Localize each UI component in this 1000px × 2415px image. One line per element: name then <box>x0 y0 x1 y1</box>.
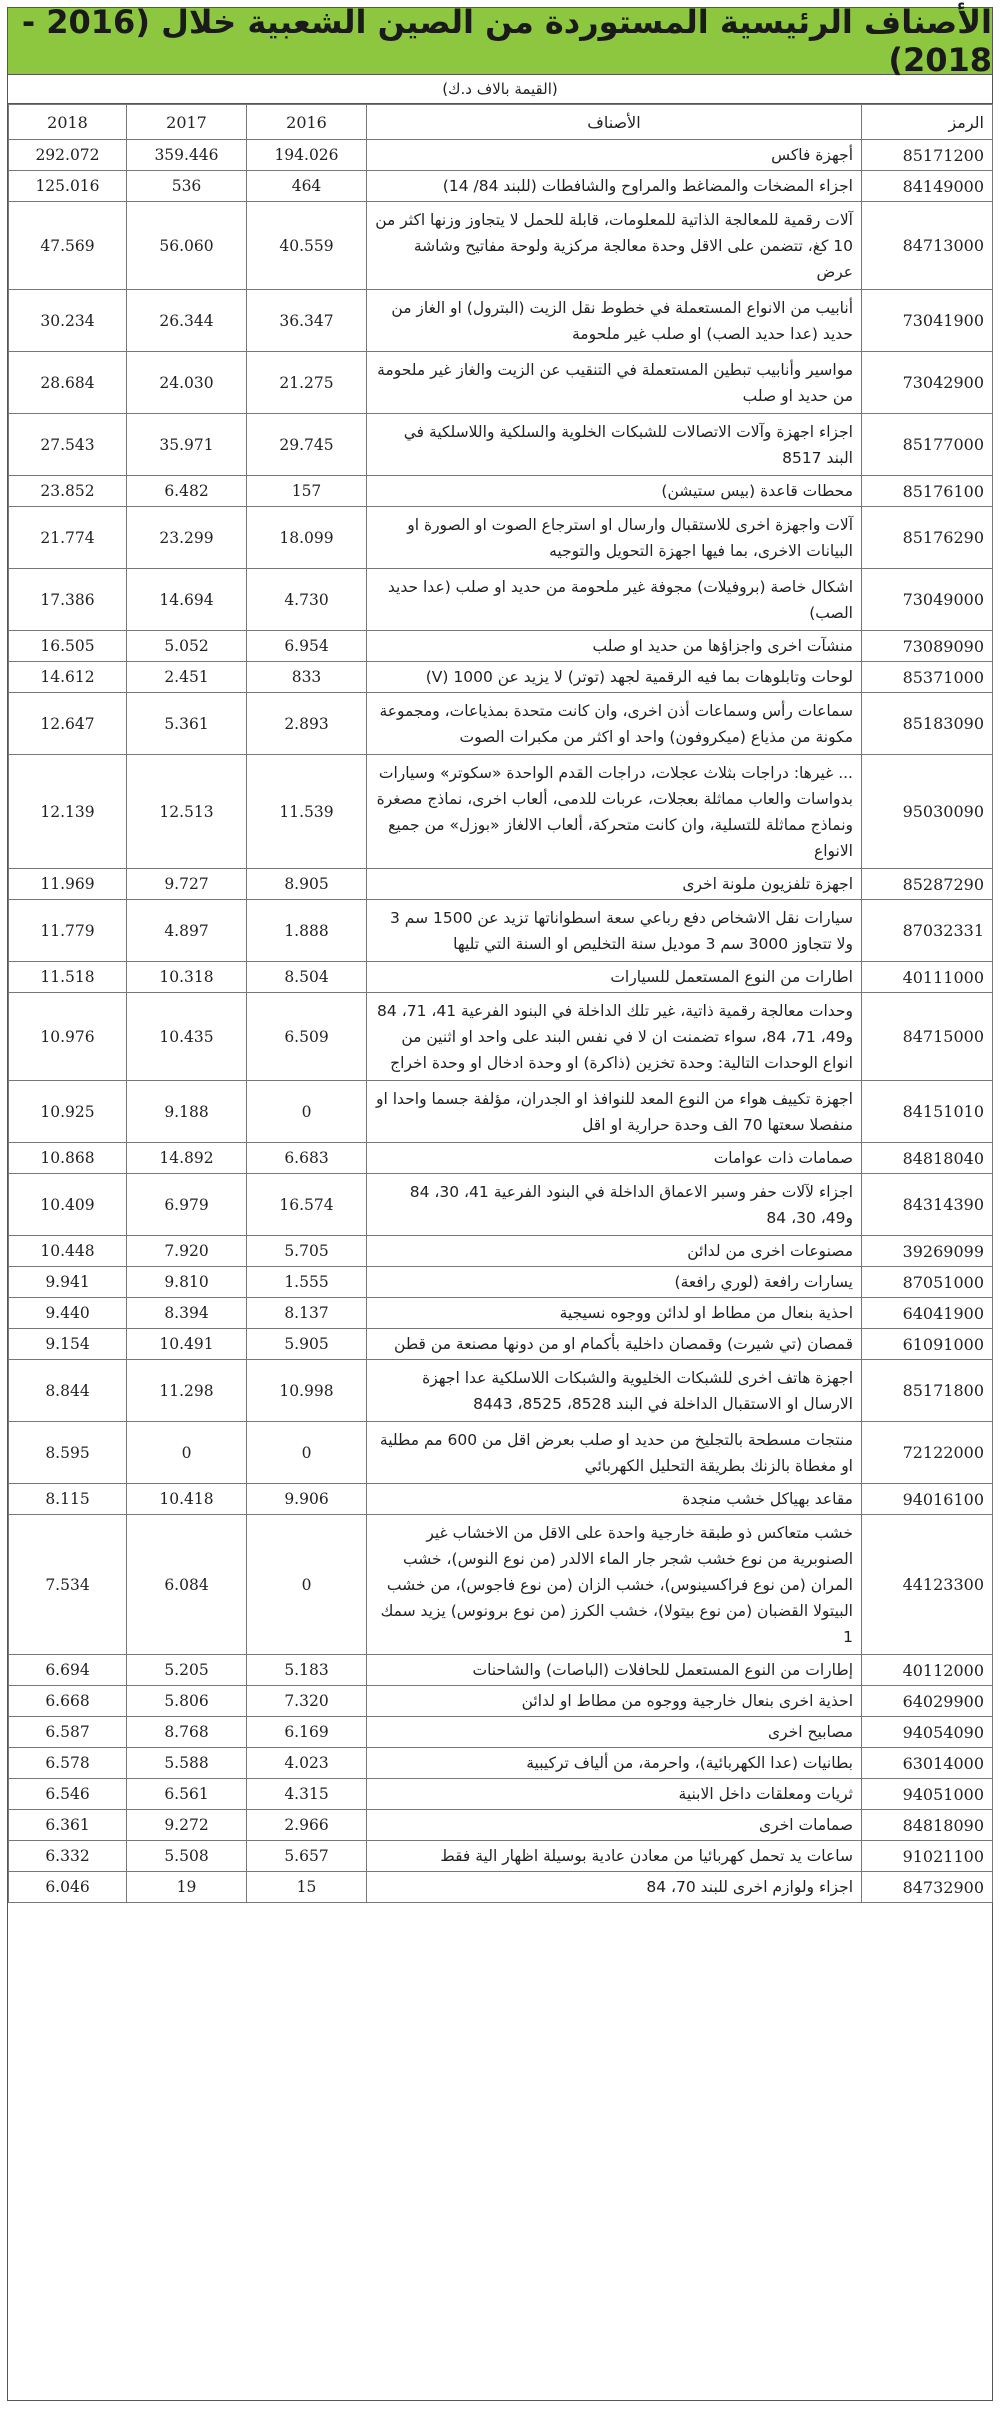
value-2018-cell: 10.448 <box>9 1236 127 1267</box>
value-2018-cell: 6.587 <box>9 1717 127 1748</box>
value-2016-cell: 157 <box>247 476 367 507</box>
hs-code-cell: 85177000 <box>862 414 993 476</box>
value-2017-cell: 7.920 <box>127 1236 247 1267</box>
value-2018-cell: 10.925 <box>9 1081 127 1143</box>
item-description-cell: آلات واجهزة اخرى للاستقبال وارسال او استرجاع الصوت او الصورة او البيانات الاخرى، بما فيها اجهزة التحويل والتوجيه <box>367 507 862 569</box>
item-description-cell: اجزاء لآلات حفر وسبر الاعماق الداخلة في البنود الفرعية 41، 30، 84 و49، 30، 84 <box>367 1174 862 1236</box>
value-2016-cell: 464 <box>247 171 367 202</box>
value-2016-cell: 16.574 <box>247 1174 367 1236</box>
table-row <box>9 1515 993 1655</box>
item-description-cell: محطات قاعدة (بيس ستيشن) <box>367 476 862 507</box>
header-2018: 2018 <box>9 105 127 140</box>
value-2017-cell: 9.272 <box>127 1810 247 1841</box>
hs-code-cell: 84732900 <box>862 1872 993 1903</box>
table-row <box>9 140 993 171</box>
table-row <box>9 1872 993 1903</box>
value-2018-cell: 6.332 <box>9 1841 127 1872</box>
value-2016-cell: 1.888 <box>247 900 367 962</box>
table-row <box>9 1298 993 1329</box>
item-description-cell: قمصان (تي شيرت) وقمصان داخلية بأكمام او من دونها مصنعة من قطن <box>367 1329 862 1360</box>
value-2017-cell: 5.361 <box>127 693 247 755</box>
item-description-cell: أنابيب من الانواع المستعملة في خطوط نقل الزيت (البترول) او الغاز من حديد (عدا حديد الصب) او صلب غير ملحومة <box>367 290 862 352</box>
value-2017-cell: 24.030 <box>127 352 247 414</box>
hs-code-cell: 85176290 <box>862 507 993 569</box>
value-2016-cell: 194.026 <box>247 140 367 171</box>
table-row <box>9 290 993 352</box>
value-2017-cell: 8.394 <box>127 1298 247 1329</box>
item-description-cell: اجهزة هاتف اخرى للشبكات الخليوية والشبكات اللاسلكية عدا اجهزة الارسال او الاستقبال الداخلة في البند 8528، 8525، 8443 <box>367 1360 862 1422</box>
value-2016-cell: 0 <box>247 1422 367 1484</box>
hs-code-cell: 73042900 <box>862 352 993 414</box>
value-2017-cell: 14.892 <box>127 1143 247 1174</box>
value-2016-cell: 5.705 <box>247 1236 367 1267</box>
value-2018-cell: 11.779 <box>9 900 127 962</box>
hs-code-cell: 85171200 <box>862 140 993 171</box>
value-2017-cell: 4.897 <box>127 900 247 962</box>
item-description-cell: ... غيرها: دراجات بثلاث عجلات، دراجات القدم الواحدة «سكوتر» وسيارات بدواسات والعاب مماثلة بعجلات، عربات للدمى، ألعاب اخرى، نماذج مصغرة ونماذج مماثلة للتسلية، وان كانت متحركة، ألعاب الالغاز «بوزل» من جميع الانواع <box>367 755 862 869</box>
item-description-cell: ساعات يد تحمل كهربائيا من معادن عادية بوسيلة اظهار الية فقط <box>367 1841 862 1872</box>
item-description-cell: منشآت اخرى واجزاؤها من حديد او صلب <box>367 631 862 662</box>
value-2018-cell: 28.684 <box>9 352 127 414</box>
item-description-cell: منتجات مسطحة بالتجليخ من حديد او صلب بعرض اقل من 600 مم مطلية او مغطاة بالزنك بطريقة التحليل الكهربائي <box>367 1422 862 1484</box>
table-row <box>9 1779 993 1810</box>
table-row <box>9 693 993 755</box>
value-2018-cell: 9.440 <box>9 1298 127 1329</box>
hs-code-cell: 85183090 <box>862 693 993 755</box>
item-description-cell: اجزاء المضخات والمضاغط والمراوح والشافطات (للبند 84/ 14) <box>367 171 862 202</box>
value-2017-cell: 56.060 <box>127 202 247 290</box>
hs-code-cell: 85287290 <box>862 869 993 900</box>
table-row <box>9 1484 993 1515</box>
value-2016-cell: 2.893 <box>247 693 367 755</box>
hs-code-cell: 84151010 <box>862 1081 993 1143</box>
value-2018-cell: 12.647 <box>9 693 127 755</box>
value-2016-cell: 4.315 <box>247 1779 367 1810</box>
hs-code-cell: 91021100 <box>862 1841 993 1872</box>
header-items: الأصناف <box>367 105 862 140</box>
table-header-row <box>9 105 993 140</box>
hs-code-cell: 73049000 <box>862 569 993 631</box>
value-2018-cell: 292.072 <box>9 140 127 171</box>
hs-code-cell: 64041900 <box>862 1298 993 1329</box>
value-2017-cell: 2.451 <box>127 662 247 693</box>
value-2017-cell: 5.508 <box>127 1841 247 1872</box>
table-row <box>9 476 993 507</box>
table-row <box>9 1810 993 1841</box>
value-2018-cell: 12.139 <box>9 755 127 869</box>
value-2018-cell: 21.774 <box>9 507 127 569</box>
value-2017-cell: 10.491 <box>127 1329 247 1360</box>
value-2018-cell: 17.386 <box>9 569 127 631</box>
value-unit-note: (القيمة بالاف د.ك) <box>8 75 992 104</box>
value-2016-cell: 833 <box>247 662 367 693</box>
value-2017-cell: 35.971 <box>127 414 247 476</box>
hs-code-cell: 87051000 <box>862 1267 993 1298</box>
table-row <box>9 631 993 662</box>
item-description-cell: مقاعد بهياكل خشب منجدة <box>367 1484 862 1515</box>
hs-code-cell: 85371000 <box>862 662 993 693</box>
hs-code-cell: 94054090 <box>862 1717 993 1748</box>
value-2016-cell: 1.555 <box>247 1267 367 1298</box>
value-2016-cell: 5.183 <box>247 1655 367 1686</box>
hs-code-cell: 85176100 <box>862 476 993 507</box>
value-2016-cell: 29.745 <box>247 414 367 476</box>
item-description-cell: مصابيح اخرى <box>367 1717 862 1748</box>
table-row <box>9 962 993 993</box>
value-2018-cell: 10.409 <box>9 1174 127 1236</box>
hs-code-cell: 84818040 <box>862 1143 993 1174</box>
header-code: الرمز <box>862 105 993 140</box>
item-description-cell: وحدات معالجة رقمية ذاتية، غير تلك الداخلة في البنود الفرعية 41، 71، 84 و49، 71، 84، سواء تضمنت ان لا في نفس البند على واحد او اثنين من انواع الوحدات التالية: وحدة تخزين (ذاكرة) او وحدة ادخال او وحدة اخراج <box>367 993 862 1081</box>
table-row <box>9 869 993 900</box>
item-description-cell: لوحات وتابلوهات بما فيه الرقمية لجهد (توتر) لا يزيد عن 1000 (V) <box>367 662 862 693</box>
hs-code-cell: 72122000 <box>862 1422 993 1484</box>
value-2018-cell: 6.546 <box>9 1779 127 1810</box>
hs-code-cell: 73089090 <box>862 631 993 662</box>
table-row <box>9 1686 993 1717</box>
value-2018-cell: 14.612 <box>9 662 127 693</box>
value-2018-cell: 16.505 <box>9 631 127 662</box>
value-2016-cell: 2.966 <box>247 1810 367 1841</box>
table-row <box>9 1422 993 1484</box>
item-description-cell: اجهزة تكييف هواء من النوع المعد للنوافذ او الجدران، مؤلفة جسما واحدا او منفصلا سعتها 70 الف وحدة حرارية او اقل <box>367 1081 862 1143</box>
value-2018-cell: 30.234 <box>9 290 127 352</box>
value-2016-cell: 7.320 <box>247 1686 367 1717</box>
item-description-cell: اجزاء ولوازم اخرى للبند 70، 84 <box>367 1872 862 1903</box>
value-2017-cell: 0 <box>127 1422 247 1484</box>
hs-code-cell: 64029900 <box>862 1686 993 1717</box>
item-description-cell: سماعات رأس وسماعات أذن اخرى، وان كانت متحدة بمذياعات، ومجموعة مكونة من مذياع (ميكروفون) واحد او اكثر من مكبرات الصوت <box>367 693 862 755</box>
value-2018-cell: 8.115 <box>9 1484 127 1515</box>
item-description-cell: ثريات ومعلقات داخل الابنية <box>367 1779 862 1810</box>
item-description-cell: احذية اخرى بنعال خارجية ووجوه من مطاط او لدائن <box>367 1686 862 1717</box>
value-2016-cell: 5.905 <box>247 1329 367 1360</box>
header-2016: 2016 <box>247 105 367 140</box>
value-2018-cell: 6.361 <box>9 1810 127 1841</box>
hs-code-cell: 39269099 <box>862 1236 993 1267</box>
value-2017-cell: 14.694 <box>127 569 247 631</box>
value-2018-cell: 6.046 <box>9 1872 127 1903</box>
value-2016-cell: 18.099 <box>247 507 367 569</box>
table-row <box>9 662 993 693</box>
hs-code-cell: 84715000 <box>862 993 993 1081</box>
value-2018-cell: 47.569 <box>9 202 127 290</box>
table-row <box>9 900 993 962</box>
value-2016-cell: 8.504 <box>247 962 367 993</box>
item-description-cell: مصنوعات اخرى من لدائن <box>367 1236 862 1267</box>
hs-code-cell: 73041900 <box>862 290 993 352</box>
item-description-cell: اجهزة تلفزيون ملونة اخرى <box>367 869 862 900</box>
value-2017-cell: 5.588 <box>127 1748 247 1779</box>
value-2017-cell: 6.084 <box>127 1515 247 1655</box>
value-2018-cell: 27.543 <box>9 414 127 476</box>
value-2016-cell: 6.954 <box>247 631 367 662</box>
hs-code-cell: 94051000 <box>862 1779 993 1810</box>
table-row <box>9 1360 993 1422</box>
value-2017-cell: 536 <box>127 171 247 202</box>
item-description-cell: صمامات اخرى <box>367 1810 862 1841</box>
item-description-cell: يسارات رافعة (لوري رافعة) <box>367 1267 862 1298</box>
item-description-cell: أجهزة فاكس <box>367 140 862 171</box>
value-2017-cell: 5.052 <box>127 631 247 662</box>
hs-code-cell: 87032331 <box>862 900 993 962</box>
table-row <box>9 202 993 290</box>
value-2018-cell: 6.694 <box>9 1655 127 1686</box>
table-row <box>9 507 993 569</box>
value-2016-cell: 4.730 <box>247 569 367 631</box>
value-2017-cell: 9.810 <box>127 1267 247 1298</box>
value-2016-cell: 36.347 <box>247 290 367 352</box>
value-2017-cell: 10.418 <box>127 1484 247 1515</box>
hs-code-cell: 95030090 <box>862 755 993 869</box>
value-2018-cell: 10.976 <box>9 993 127 1081</box>
imports-table <box>8 104 993 1903</box>
value-2016-cell: 6.683 <box>247 1143 367 1174</box>
hs-code-cell: 84713000 <box>862 202 993 290</box>
table-row <box>9 414 993 476</box>
item-description-cell: اشكال خاصة (بروفيلات) مجوفة غير ملحومة من حديد او صلب (عدا حديد الصب) <box>367 569 862 631</box>
value-2017-cell: 11.298 <box>127 1360 247 1422</box>
value-2017-cell: 6.482 <box>127 476 247 507</box>
value-2018-cell: 8.595 <box>9 1422 127 1484</box>
value-2018-cell: 7.534 <box>9 1515 127 1655</box>
hs-code-cell: 40112000 <box>862 1655 993 1686</box>
table-row <box>9 1717 993 1748</box>
value-2018-cell: 6.578 <box>9 1748 127 1779</box>
value-2017-cell: 10.318 <box>127 962 247 993</box>
hs-code-cell: 40111000 <box>862 962 993 993</box>
hs-code-cell: 44123300 <box>862 1515 993 1655</box>
value-2016-cell: 21.275 <box>247 352 367 414</box>
item-description-cell: اطارات من النوع المستعمل للسيارات <box>367 962 862 993</box>
hs-code-cell: 84149000 <box>862 171 993 202</box>
value-2016-cell: 11.539 <box>247 755 367 869</box>
item-description-cell: اجزاء اجهزة وآلات الاتصالات للشبكات الخلوية والسلكية واللاسلكية في البند 8517 <box>367 414 862 476</box>
table-row <box>9 569 993 631</box>
table-row <box>9 1174 993 1236</box>
hs-code-cell: 84314390 <box>862 1174 993 1236</box>
value-2016-cell: 9.906 <box>247 1484 367 1515</box>
value-2017-cell: 10.435 <box>127 993 247 1081</box>
value-2017-cell: 5.806 <box>127 1686 247 1717</box>
table-row <box>9 1143 993 1174</box>
item-description-cell: خشب متعاكس ذو طبقة خارجية واحدة على الاقل من الاخشاب غير الصنوبرية من نوع خشب شجر جار الماء الالدر (من نوع النوس)، خشب المران (من نوع فراكسينوس)، خشب الزان (من نوع فاجوس)، من خشب البيتولا القضبان (من نوع بيتولا)، خشب الكرز (من نوع برونوس) يزيد سمك 1 <box>367 1515 862 1655</box>
value-2016-cell: 40.559 <box>247 202 367 290</box>
hs-code-cell: 85171800 <box>862 1360 993 1422</box>
table-row <box>9 993 993 1081</box>
table-row <box>9 1081 993 1143</box>
document-page <box>7 3 993 2401</box>
value-2016-cell: 8.905 <box>247 869 367 900</box>
value-2018-cell: 9.941 <box>9 1267 127 1298</box>
item-description-cell: مواسير وأنابيب تبطين المستعملة في التنقيب عن الزيت والغاز غير ملحومة من حديد او صلب <box>367 352 862 414</box>
value-2018-cell: 11.969 <box>9 869 127 900</box>
table-row <box>9 1655 993 1686</box>
value-2018-cell: 125.016 <box>9 171 127 202</box>
value-2016-cell: 10.998 <box>247 1360 367 1422</box>
value-2016-cell: 0 <box>247 1515 367 1655</box>
value-2016-cell: 4.023 <box>247 1748 367 1779</box>
item-description-cell: سيارات نقل الاشخاص دفع رباعي سعة اسطواناتها تزيد عن 1500 سم 3 ولا تتجاوز 3000 سم 3 موديل سنة التخليص او السنة التي تليها <box>367 900 862 962</box>
item-description-cell: بطانيات (عدا الكهربائية)، واحرمة، من ألياف تركيبية <box>367 1748 862 1779</box>
table-row <box>9 171 993 202</box>
value-2017-cell: 9.727 <box>127 869 247 900</box>
value-2018-cell: 11.518 <box>9 962 127 993</box>
value-2017-cell: 6.561 <box>127 1779 247 1810</box>
value-2017-cell: 26.344 <box>127 290 247 352</box>
value-2017-cell: 6.979 <box>127 1174 247 1236</box>
hs-code-cell: 61091000 <box>862 1329 993 1360</box>
value-2016-cell: 6.169 <box>247 1717 367 1748</box>
table-row <box>9 755 993 869</box>
table-row <box>9 1267 993 1298</box>
value-2016-cell: 15 <box>247 1872 367 1903</box>
header-2017: 2017 <box>127 105 247 140</box>
value-2017-cell: 9.188 <box>127 1081 247 1143</box>
hs-code-cell: 94016100 <box>862 1484 993 1515</box>
value-2016-cell: 8.137 <box>247 1298 367 1329</box>
item-description-cell: احذية بنعال من مطاط او لدائن ووجوه نسيجية <box>367 1298 862 1329</box>
page-title: الأصناف الرئيسية المستوردة من الصين الشعبية خلال (2016 - 2018) <box>8 8 992 75</box>
value-2018-cell: 8.844 <box>9 1360 127 1422</box>
item-description-cell: صمامات ذات عوامات <box>367 1143 862 1174</box>
value-2018-cell: 23.852 <box>9 476 127 507</box>
table-row <box>9 1329 993 1360</box>
table-row <box>9 1236 993 1267</box>
hs-code-cell: 84818090 <box>862 1810 993 1841</box>
value-2016-cell: 5.657 <box>247 1841 367 1872</box>
hs-code-cell: 63014000 <box>862 1748 993 1779</box>
item-description-cell: آلات رقمية للمعالجة الذاتية للمعلومات، قابلة للحمل لا يتجاوز وزنها اكثر من 10 كغ، تتضمن على الاقل وحدة معالجة مركزية ولوحة مفاتيح وشاشة عرض <box>367 202 862 290</box>
value-2017-cell: 8.768 <box>127 1717 247 1748</box>
value-2018-cell: 9.154 <box>9 1329 127 1360</box>
value-2016-cell: 6.509 <box>247 993 367 1081</box>
value-2017-cell: 5.205 <box>127 1655 247 1686</box>
table-row <box>9 352 993 414</box>
value-2018-cell: 10.868 <box>9 1143 127 1174</box>
table-row <box>9 1841 993 1872</box>
value-2016-cell: 0 <box>247 1081 367 1143</box>
value-2018-cell: 6.668 <box>9 1686 127 1717</box>
value-2017-cell: 12.513 <box>127 755 247 869</box>
value-2017-cell: 19 <box>127 1872 247 1903</box>
value-2017-cell: 23.299 <box>127 507 247 569</box>
table-row <box>9 1748 993 1779</box>
value-2017-cell: 359.446 <box>127 140 247 171</box>
item-description-cell: إطارات من النوع المستعمل للحافلات (الباصات) والشاحنات <box>367 1655 862 1686</box>
